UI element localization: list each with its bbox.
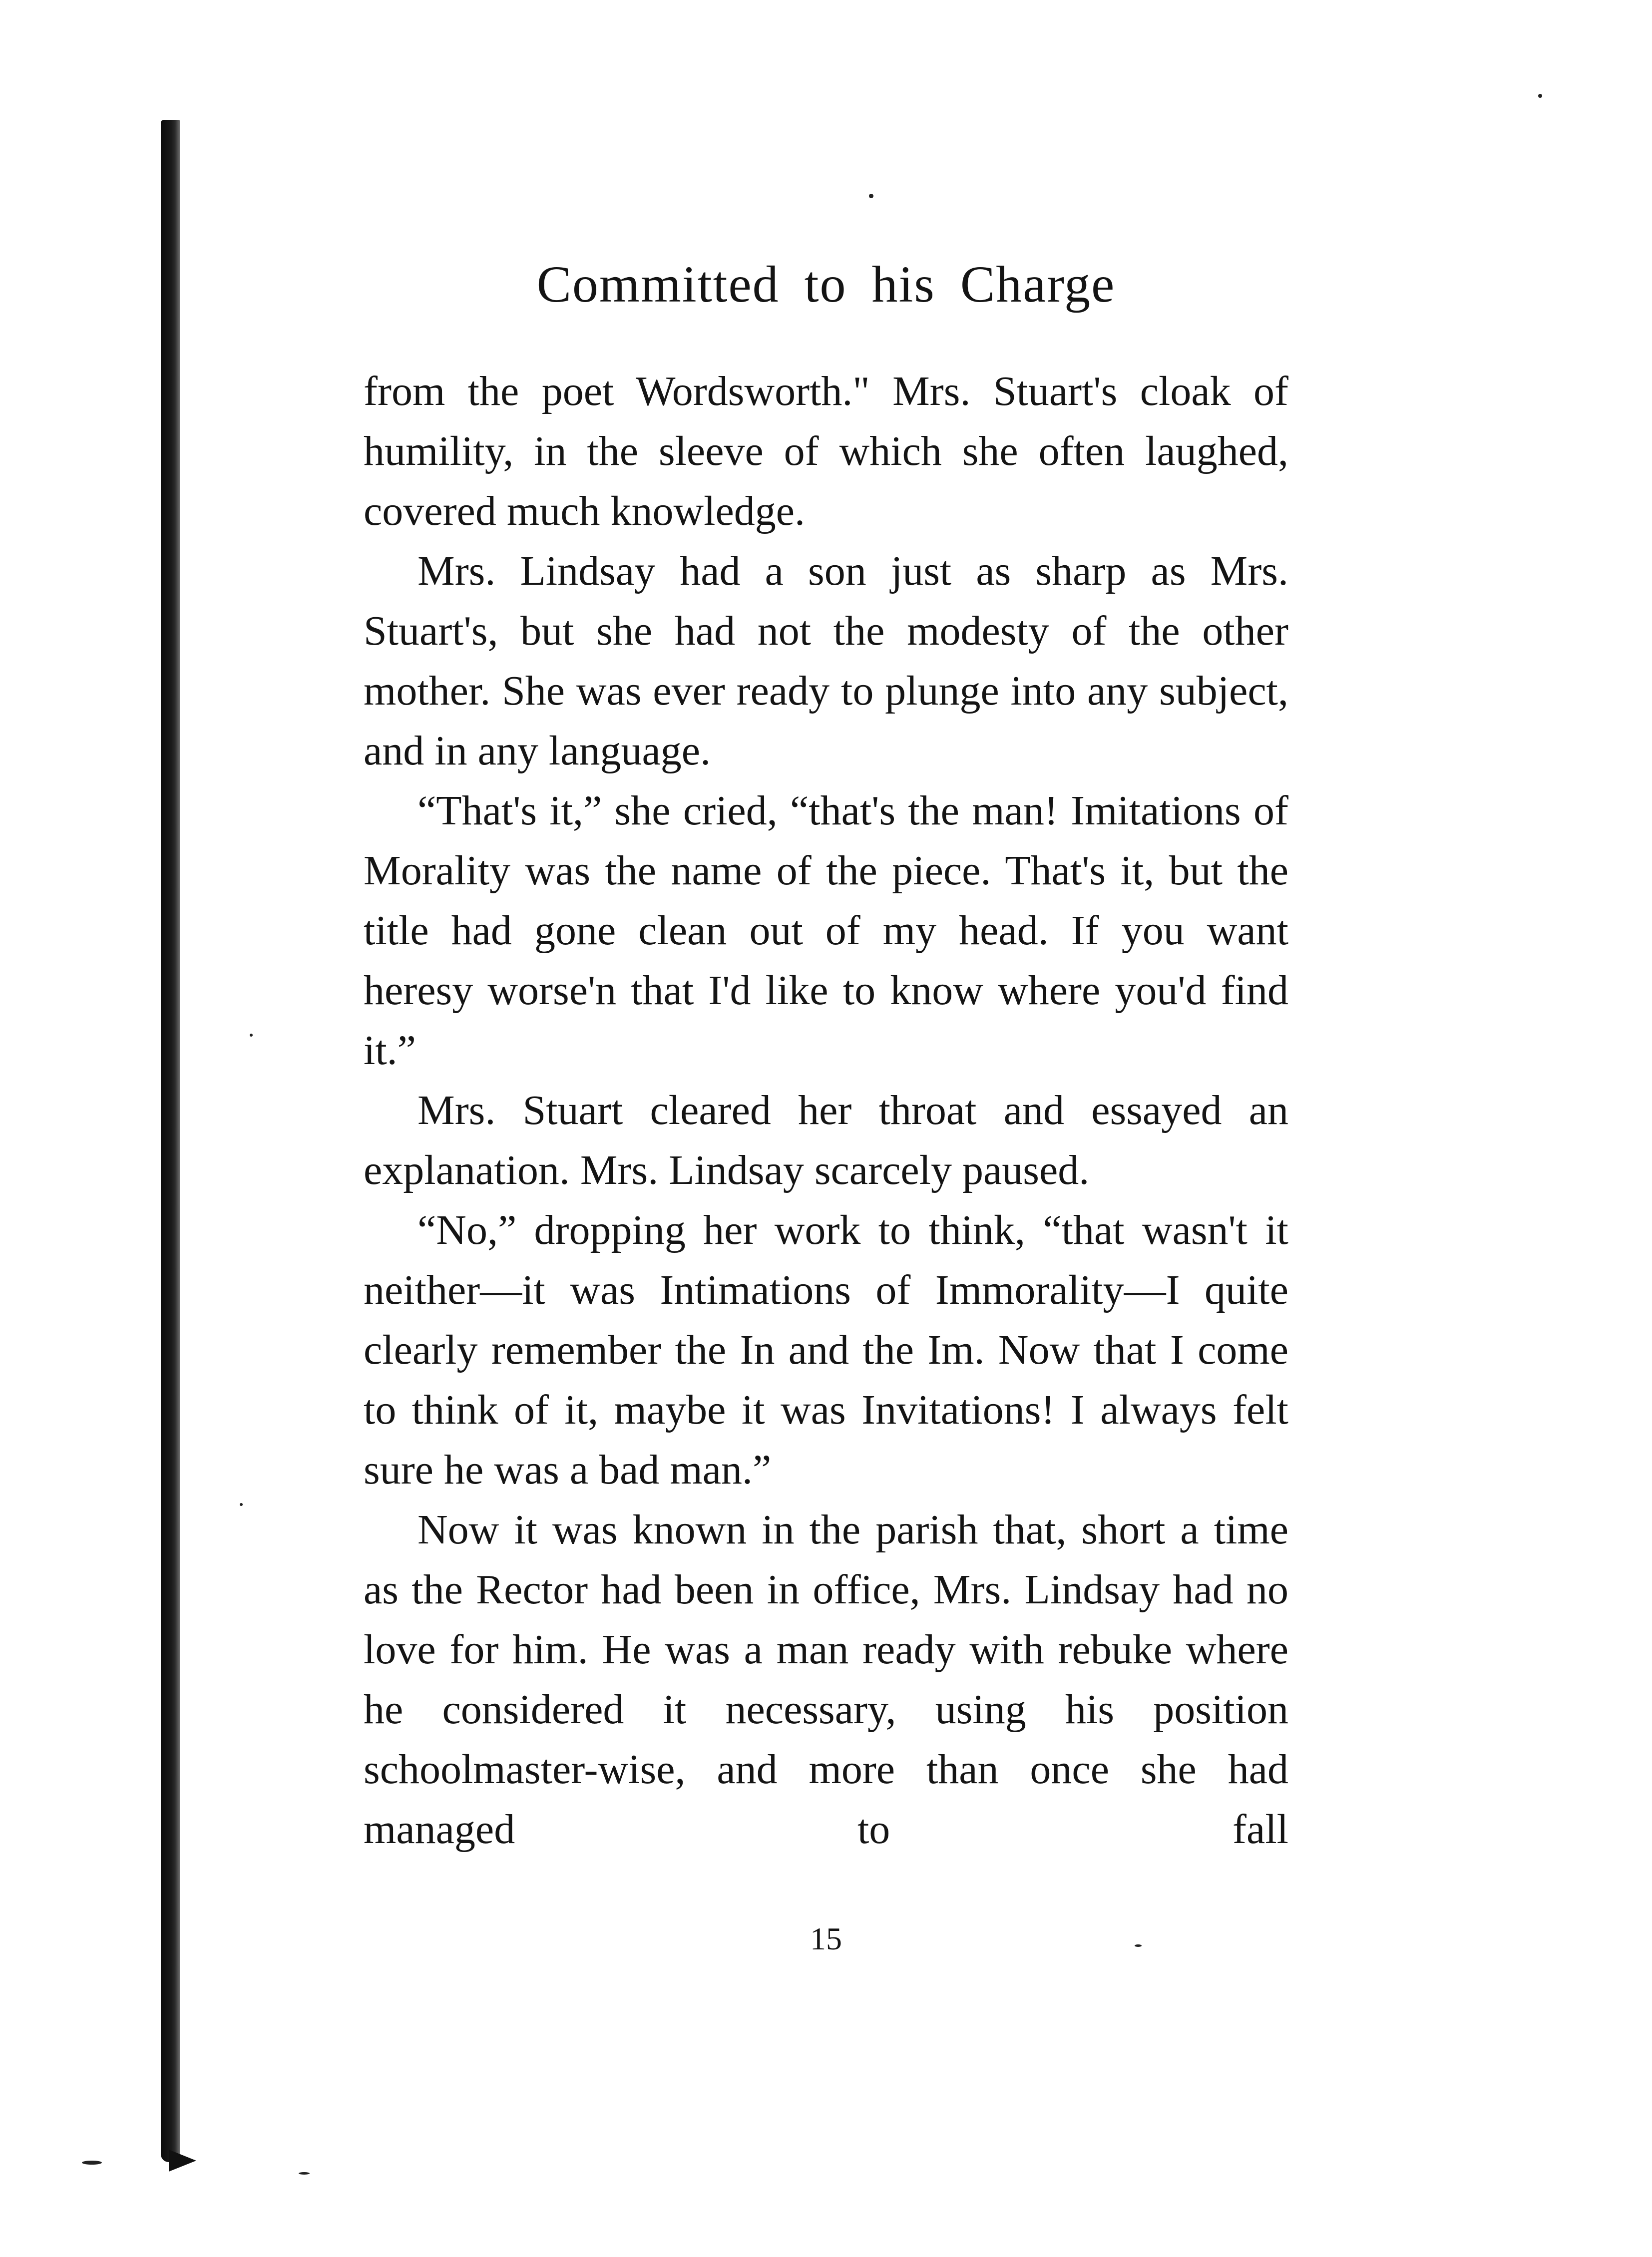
scan-speck [240,1503,243,1506]
paragraph: “No,” dropping her work to think, “that wasn't it neither—it was Intimations of Immorality—I quite clearly remember the In and the Im. Now that I come to think of it, maybe it was Invitations! I always felt sure he was a bad man.” [364,1207,1288,1493]
paragraph: Now it was known in the parish that, short a time as the Rector had been in office, Mrs. Lindsay had no love for him. He was a man ready with rebuke where he considered it necessary, using his position schoolmaster-wise, and more than once she had managed to fall [364,1506,1288,1853]
paragraph: Mrs. Stuart cleared her throat and essayed an explanation. Mrs. Lindsay scarcely paused. [364,1087,1288,1193]
binding-edge [161,120,180,2162]
paragraph: Mrs. Lindsay had a son just as sharp as Mrs. Stuart's, but she had not the modesty of the other mother. She was ever ready to plunge into any subject, and in any language. [364,548,1288,774]
scan-speck [1538,94,1542,98]
scan-speck [869,194,873,198]
paragraph: “That's it,” she cried, “that's the man! Imitations of Morality was the name of the piece. That's it, but the title had gone clean out of my head. If you want heresy worse'n that I'd like to know where you'd find it.” [364,787,1288,1074]
paragraph: from the poet Wordsworth." Mrs. Stuart's cloak of humility, in the sleeve of which she often laughed, covered much knowledge. [364,368,1288,534]
body-text [364,362,1288,1860]
running-head: Committed to his Charge [536,256,1116,313]
binding-edge-foot [169,2150,196,2172]
scan-speck [250,1034,253,1037]
scan-speck [299,2172,310,2175]
page-number: 15 [810,1921,842,1956]
scan-speck [82,2161,102,2165]
